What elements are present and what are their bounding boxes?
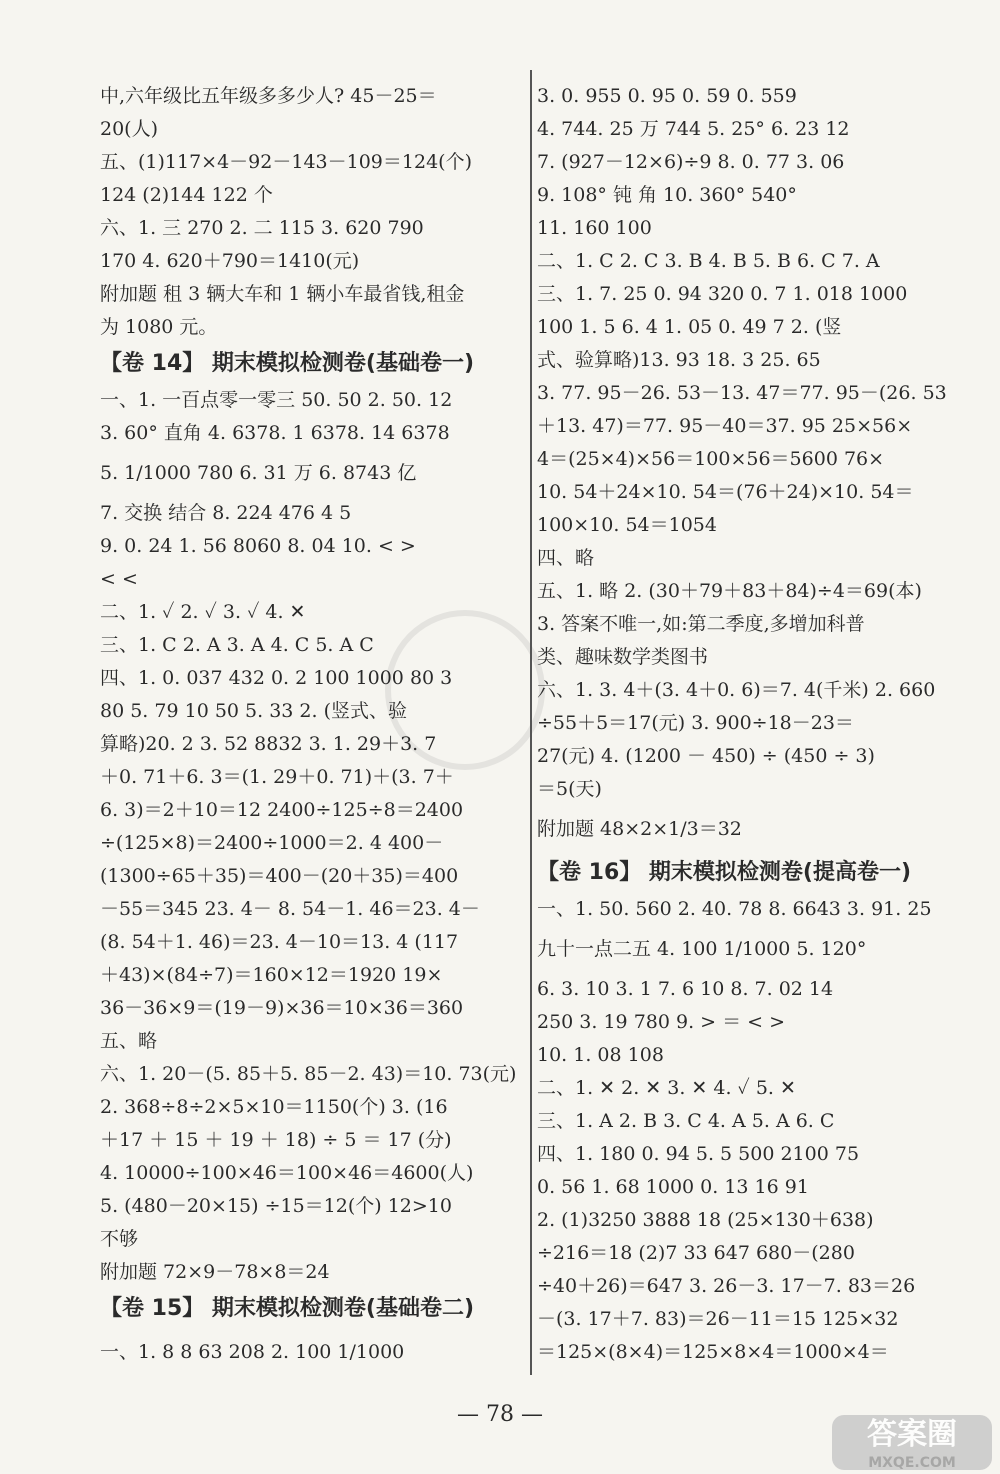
text-line: 3. 答案不唯一,如:第二季度,多增加科普 bbox=[537, 613, 865, 635]
left-column bbox=[100, 80, 525, 1376]
text-line: 20(人) bbox=[100, 118, 159, 140]
text-line: ＝5(天) bbox=[537, 778, 602, 800]
text-line: ÷216＝18 (2)7 33 647 680－(280 bbox=[537, 1242, 855, 1264]
text-line: ＋13. 47)＝77. 95－40＝37. 95 25×56× bbox=[537, 415, 913, 437]
text-line: 9. 0. 24 1. 56 8060 8. 04 10. < > bbox=[100, 535, 416, 557]
right-column bbox=[537, 80, 967, 1369]
text-line: 二、1. ✕ 2. ✕ 3. ✕ 4. ✓ 5. ✕ bbox=[537, 1077, 796, 1099]
section-heading-14: 【卷 14】 期末模拟检测卷(基础卷一) bbox=[100, 351, 475, 376]
text-line: ÷55＋5＝17(元) 3. 900÷18－23＝ bbox=[537, 712, 854, 734]
text-line: 九十一点二五 4. 100 1/1000 5. 120° bbox=[537, 938, 867, 960]
text-line: 六、1. 三 270 2. 二 115 3. 620 790 bbox=[100, 217, 424, 239]
text-line: ＋43)×(84÷7)＝160×12＝1920 19× bbox=[100, 964, 443, 986]
watermark-logo bbox=[832, 1415, 992, 1470]
text-line: 一、1. 8 8 63 208 2. 100 1/1000 bbox=[100, 1341, 405, 1363]
text-line: ÷(125×8)＝2400÷1000＝2. 4 400－ bbox=[100, 832, 444, 854]
text-line: 三、1. C 2. A 3. A 4. C 5. A C bbox=[100, 634, 374, 656]
text-line: 中,六年级比五年级多多少人? 45－25＝ bbox=[100, 85, 437, 107]
page-number: — 78 — bbox=[457, 1402, 543, 1427]
text-line: 六、1. 20－(5. 85＋5. 85－2. 43)＝10. 73(元) bbox=[100, 1063, 517, 1085]
text-line: 0. 56 1. 68 1000 0. 13 16 91 bbox=[537, 1176, 809, 1198]
section-heading-16: 【卷 16】 期末模拟检测卷(提高卷一) bbox=[537, 860, 912, 885]
text-line: 7. 交换 结合 8. 224 476 4 5 bbox=[100, 502, 352, 524]
text-line: ＋0. 71＋6. 3＝(1. 29＋0. 71)＋(3. 7＋ bbox=[100, 766, 454, 788]
text-line: 四、1. 180 0. 94 5. 5 500 2100 75 bbox=[537, 1143, 860, 1165]
text-line: 式、验算略)13. 93 18. 3 25. 65 bbox=[537, 349, 821, 371]
column-divider bbox=[530, 70, 532, 1375]
text-line: 36－36×9＝(19－9)×36＝10×36＝360 bbox=[100, 997, 464, 1019]
text-line: 附加题 租 3 辆大车和 1 辆小车最省钱,租金 bbox=[100, 283, 465, 305]
text-line: 四、略 bbox=[537, 547, 595, 569]
text-line: 250 3. 19 780 9. > ＝ < > bbox=[537, 1011, 786, 1033]
watermark-text: 答案圈 bbox=[867, 1417, 957, 1452]
text-line: 5. (480－20×15) ÷15＝12(个) 12>10 bbox=[100, 1195, 452, 1217]
text-line: 五、1. 略 2. (30＋79＋83＋84)÷4＝69(本) bbox=[537, 580, 922, 602]
text-line: 3. 0. 955 0. 95 0. 59 0. 559 bbox=[537, 85, 797, 107]
text-line: 三、1. A 2. B 3. C 4. A 5. A 6. C bbox=[537, 1110, 835, 1132]
text-line: 不够 bbox=[100, 1228, 139, 1250]
text-line: 11. 160 100 bbox=[537, 217, 652, 239]
text-line: 170 4. 620＋790＝1410(元) bbox=[100, 250, 360, 272]
text-line: 100×10. 54＝1054 bbox=[537, 514, 717, 536]
text-line: 6. 3)＝2＋10＝12 2400÷125÷8＝2400 bbox=[100, 799, 464, 821]
text-line: 4＝(25×4)×56＝100×56＝5600 76× bbox=[537, 448, 885, 470]
text-line: 一、1. 一百点零一零三 50. 50 2. 50. 12 bbox=[100, 389, 453, 411]
section-heading-15: 【卷 15】 期末模拟检测卷(基础卷二) bbox=[100, 1296, 475, 1321]
text-line: 80 5. 79 10 50 5. 33 2. (竖式、验 bbox=[100, 700, 407, 722]
text-line: 7. (927－12×6)÷9 8. 0. 77 3. 06 bbox=[537, 151, 845, 173]
text-line: 附加题 72×9－78×8＝24 bbox=[100, 1261, 330, 1283]
text-line: 附加题 48×2×1/3＝32 bbox=[537, 818, 742, 840]
text-line: 为 1080 元。 bbox=[100, 316, 218, 338]
text-line: －55＝345 23. 4－ 8. 54－1. 46＝23. 4－ bbox=[100, 898, 480, 920]
text-line: 类、趣味数学类图书 bbox=[537, 646, 709, 668]
text-line: 124 (2)144 122 个 bbox=[100, 184, 273, 206]
text-line: 5. 1/1000 780 6. 31 万 6. 8743 亿 bbox=[100, 462, 417, 484]
text-line: 6. 3. 10 3. 1 7. 6 10 8. 7. 02 14 bbox=[537, 978, 834, 1000]
text-line: 3. 77. 95－26. 53－13. 47＝77. 95－(26. 53 bbox=[537, 382, 947, 404]
text-line: 4. 744. 25 万 744 5. 25° 6. 23 12 bbox=[537, 118, 850, 140]
text-line: 算略)20. 2 3. 52 8832 3. 1. 29＋3. 7 bbox=[100, 733, 437, 755]
text-line: 一、1. 50. 560 2. 40. 78 8. 6643 3. 91. 25 bbox=[537, 898, 932, 920]
text-line: 4. 10000÷100×46＝100×46＝4600(人) bbox=[100, 1162, 474, 1184]
text-line: 2. (1)3250 3888 18 (25×130＋638) bbox=[537, 1209, 874, 1231]
text-line: 二、1. ✓ 2. ✓ 3. ✓ 4. ✕ bbox=[100, 601, 306, 623]
text-line: 四、1. 0. 037 432 0. 2 100 1000 80 3 bbox=[100, 667, 453, 689]
text-line: 二、1. C 2. C 3. B 4. B 5. B 6. C 7. A bbox=[537, 250, 880, 272]
text-line: ＝125×(8×4)＝125×8×4＝1000×4＝ bbox=[537, 1341, 889, 1363]
text-line: 六、1. 3. 4＋(3. 4＋0. 6)＝7. 4(千米) 2. 660 bbox=[537, 679, 936, 701]
text-line: ÷40＋26)＝647 3. 26－3. 17－7. 83＝26 bbox=[537, 1275, 916, 1297]
text-line: 五、略 bbox=[100, 1030, 158, 1052]
text-line: (8. 54＋1. 46)＝23. 4－10＝13. 4 (117 bbox=[100, 931, 459, 953]
text-line: 三、1. 7. 25 0. 94 320 0. 7 1. 018 1000 bbox=[537, 283, 908, 305]
text-line: 2. 368÷8÷2×5×10＝1150(个) 3. (16 bbox=[100, 1096, 448, 1118]
text-line: 3. 60° 直角 4. 6378. 1 6378. 14 6378 bbox=[100, 422, 450, 444]
text-line: 27(元) 4. (1200 － 450) ÷ (450 ÷ 3) bbox=[537, 745, 875, 767]
text-line: 10. 54＋24×10. 54＝(76＋24)×10. 54＝ bbox=[537, 481, 914, 503]
watermark-url: MXQE.COM bbox=[868, 1455, 956, 1471]
text-line: 五、(1)117×4－92－143－109＝124(个) bbox=[100, 151, 472, 173]
text-line: 100 1. 5 6. 4 1. 05 0. 49 7 2. (竖 bbox=[537, 316, 842, 338]
text-line: 9. 108° 钝 角 10. 360° 540° bbox=[537, 184, 797, 206]
text-line: 10. 1. 08 108 bbox=[537, 1044, 664, 1066]
text-line: －(3. 17＋7. 83)＝26－11＝15 125×32 bbox=[537, 1308, 899, 1330]
text-line: ＋17 ＋ 15 ＋ 19 ＋ 18) ÷ 5 ＝ 17 (分) bbox=[100, 1129, 452, 1151]
text-line: < < bbox=[100, 568, 138, 590]
text-line: (1300÷65＋35)＝400－(20＋35)＝400 bbox=[100, 865, 459, 887]
